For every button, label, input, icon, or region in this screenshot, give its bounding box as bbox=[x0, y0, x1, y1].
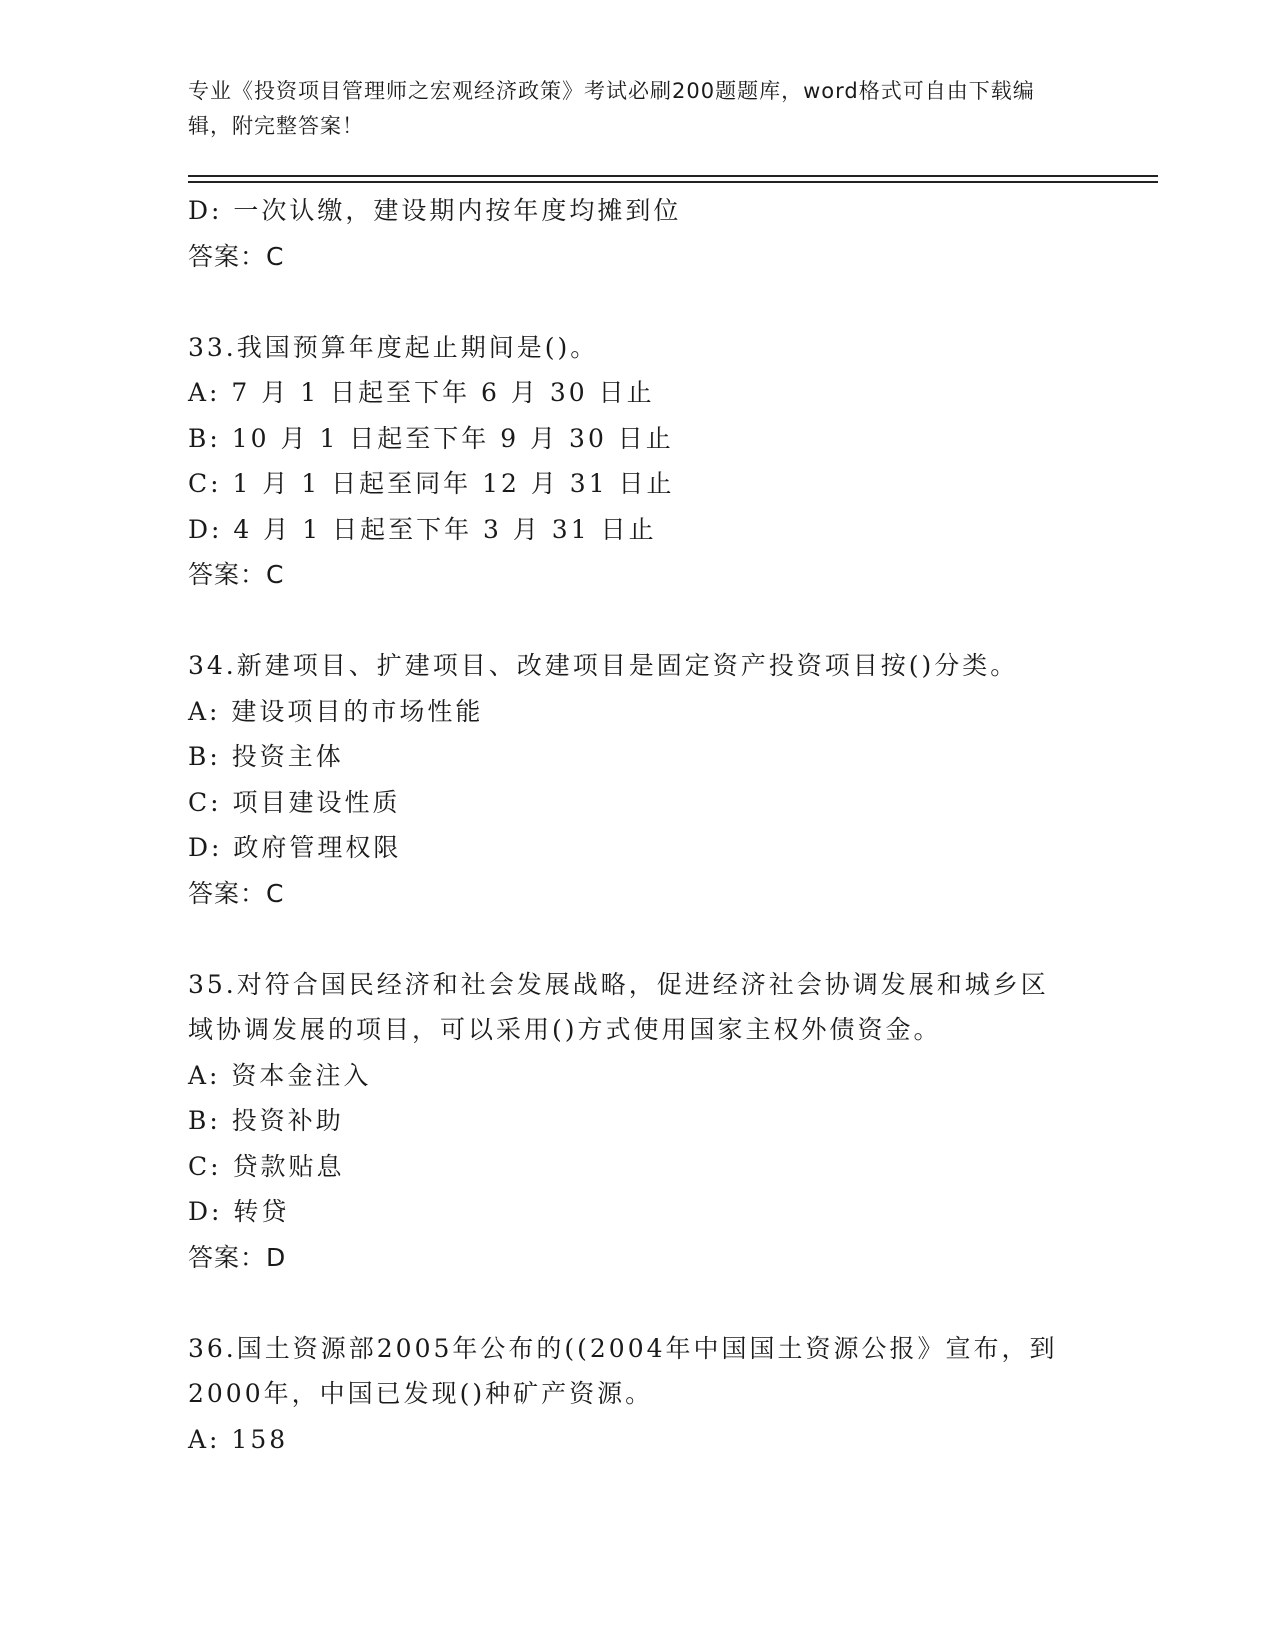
option-a: A: 7 月 1 日起至下年 6 月 30 日止 bbox=[188, 378, 655, 407]
question-block bbox=[188, 1326, 1088, 1463]
question-stem: 36.国土资源部2005年公布的((2004年中国国土资源公报》宣布，到2000年，中国已发现()种矿产资源。 bbox=[188, 1333, 1058, 1408]
spacer bbox=[188, 279, 1088, 325]
option-a: A: 建设项目的市场性能 bbox=[188, 696, 484, 726]
question-block bbox=[188, 325, 1088, 598]
question-stem: 33.我国预算年度起止期间是()。 bbox=[188, 332, 599, 362]
option-a: A: 资本金注入 bbox=[188, 1060, 372, 1090]
spacer bbox=[188, 1280, 1088, 1326]
option-d: D: 转贷 bbox=[188, 1197, 290, 1226]
question-block bbox=[188, 643, 1088, 916]
question-stem: 35.对符合国民经济和社会发展战略，促进经济社会协调发展和城乡区域协调发展的项目，可以采用()方式使用国家主权外债资金。 bbox=[188, 969, 1049, 1044]
answer-text: 答案：D bbox=[188, 1242, 287, 1272]
question-block bbox=[188, 962, 1088, 1281]
option-c: C: 1 月 1 日起至同年 12 月 31 日止 bbox=[188, 469, 675, 498]
option-b: B: 投资补助 bbox=[188, 1106, 344, 1135]
question-list bbox=[188, 188, 1088, 1462]
answer-text: 答案：C bbox=[188, 878, 285, 908]
spacer bbox=[188, 598, 1088, 644]
option-b: B: 10 月 1 日起至下年 9 月 30 日止 bbox=[188, 423, 674, 453]
option-d: D: 政府管理权限 bbox=[188, 833, 402, 862]
answer-text: 答案：C bbox=[188, 241, 285, 271]
option-c: C: 贷款贴息 bbox=[188, 1151, 345, 1181]
option-d: D: 一次认缴，建设期内按年度均摊到位 bbox=[188, 196, 682, 225]
header-divider-top bbox=[188, 175, 1158, 177]
option-a: A: 158 bbox=[188, 1424, 289, 1454]
question-block bbox=[188, 188, 1088, 279]
option-b: B: 投资主体 bbox=[188, 742, 344, 771]
question-stem: 34.新建项目、扩建项目、改建项目是固定资产投资项目按()分类。 bbox=[188, 651, 1019, 680]
header-divider-bottom bbox=[188, 181, 1158, 183]
document-header: 专业《投资项目管理师之宏观经济政策》考试必刷200题题库，word格式可自由下载编辑，附完整答案！ bbox=[188, 79, 1035, 138]
answer-text: 答案：C bbox=[188, 560, 285, 589]
option-d: D: 4 月 1 日起至下年 3 月 31 日止 bbox=[188, 514, 657, 544]
spacer bbox=[188, 916, 1088, 962]
option-c: C: 项目建设性质 bbox=[188, 787, 401, 817]
